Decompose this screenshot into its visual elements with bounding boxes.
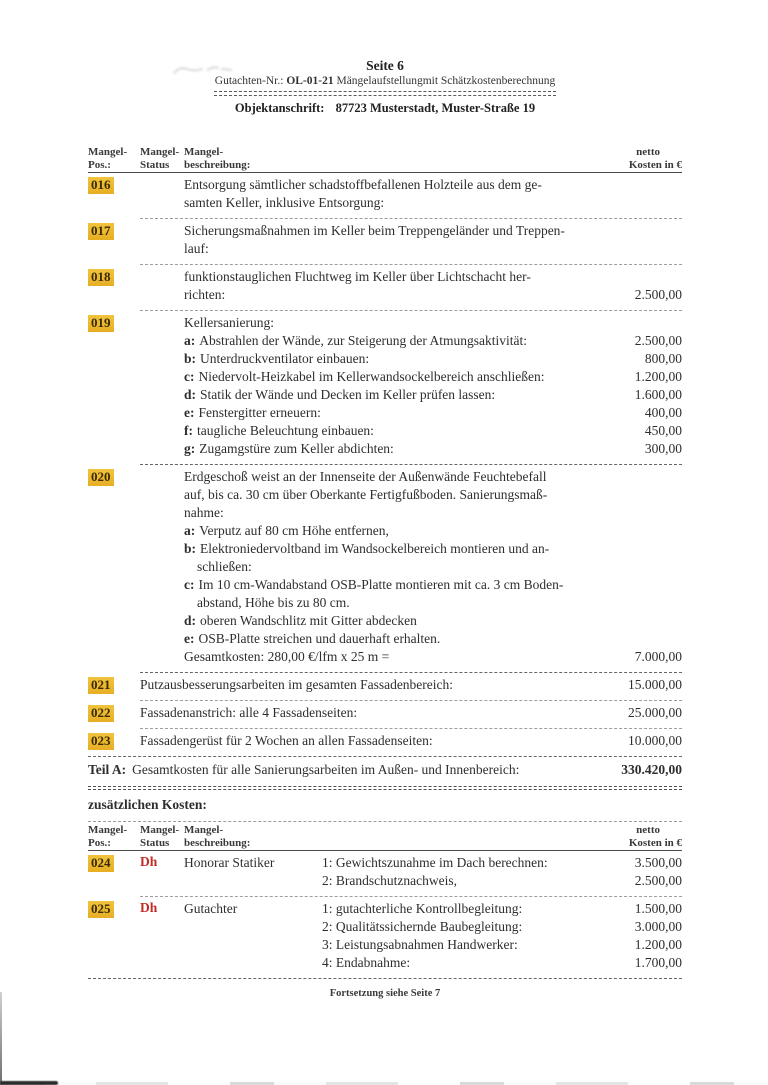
report-title: Mängelaufstellungmit Schätzkostenberechnung: [336, 75, 556, 87]
desc-line: 4: Endabnahme: 1.700,00: [322, 955, 682, 970]
desc-line: a: Verputz auf 80 cm Höhe entfernen,: [184, 522, 682, 540]
total-cost: 330.420,00: [621, 762, 682, 777]
desc-line: Gesamtkosten: 280,00 €/lfm x 25 m = 7.000,00: [184, 649, 682, 664]
defect-pos-badge: 016: [88, 177, 114, 194]
desc-line: c: Niedervolt-Heizkabel im Kellerwandsockelbereich anschließen: 1.200,00: [184, 369, 682, 384]
column-header-status: Mangel- Status: [140, 146, 180, 171]
desc-line: 1: Gewichtszunahme im Dach berechnen: 3.500,00: [322, 855, 682, 870]
desc-line: 3: Leistungsabnahmen Handwerker: 1.200,00: [322, 937, 682, 952]
cost-value: 300,00: [644, 441, 682, 456]
document-page: [88, 58, 682, 999]
defect-items: [322, 900, 682, 972]
desc-line: Putzausbesserungsarbeiten im gesamten Fassadenbereich: 15.000,00: [140, 677, 682, 692]
cost-value: 1.600,00: [634, 387, 682, 402]
desc-line: Kellersanierung:: [184, 314, 682, 332]
defect-row-019: [88, 311, 682, 462]
report-number-prefix: Gutachten-Nr.:: [214, 75, 284, 87]
defect-status: [140, 176, 184, 212]
desc-line: Fassadenanstrich: alle 4 Fassadenseiten: 25.000,00: [140, 705, 682, 720]
desc-line: b: Elektroniedervoltband im Wandsockelbereich montieren und an-: [184, 540, 682, 558]
cost-value: 7.000,00: [634, 649, 682, 664]
desc-line: c: Im 10 cm-Wandabstand OSB-Platte montieren mit ca. 3 cm Boden-: [184, 576, 682, 594]
continuation-note: Fortsetzung siehe Seite 7: [329, 988, 441, 999]
defect-row-022: [88, 701, 682, 726]
defect-name: Honorar Statiker: [184, 855, 275, 870]
defect-row-020: [88, 465, 682, 670]
cost-value: 1.200,00: [634, 937, 682, 952]
table-header: [88, 146, 682, 171]
cost-value: [610, 268, 682, 286]
cost-value: 400,00: [644, 405, 682, 420]
cost-value: 1.200,00: [634, 369, 682, 384]
defect-pos-badge: 025: [88, 901, 114, 918]
defect-row-018: [88, 265, 682, 308]
cost-value: [610, 504, 682, 522]
desc-line: lauf:: [184, 240, 682, 258]
desc-line: 2: Brandschutznachweis, 2.500,00: [322, 873, 682, 888]
section-separator: [88, 978, 682, 979]
cost-value: 3.500,00: [634, 855, 682, 870]
defect-name: Gutachter: [184, 901, 238, 916]
table-header: [88, 824, 682, 849]
cost-value: 1.500,00: [634, 901, 682, 916]
desc-line: 2: Qualitätssichernde Baubegleitung: 3.000,00: [322, 919, 682, 934]
cost-value: [610, 612, 682, 630]
cost-value: 2.500,00: [634, 333, 682, 348]
desc-line: Sicherungsmaßnahmen im Keller beim Treppengeländer und Treppen-: [184, 222, 682, 240]
header-divider: [214, 91, 556, 96]
cost-value: 450,00: [644, 423, 682, 438]
cost-value: 800,00: [644, 351, 682, 366]
defect-row-016: [88, 173, 682, 216]
desc-line: a: Abstrahlen der Wände, zur Steigerung der Atmungsaktivität: 2.500,00: [184, 333, 682, 348]
defect-row-025: [88, 897, 682, 976]
scan-corner-smudge: [0, 1081, 58, 1085]
defect-pos-badge: 024: [88, 855, 114, 872]
cost-value: 3.000,00: [634, 919, 682, 934]
cost-value: [610, 576, 682, 594]
cost-value: [610, 314, 682, 332]
cost-value: 15.000,00: [628, 677, 682, 692]
desc-line: e: Fenstergitter erneuern: 400,00: [184, 405, 682, 420]
total-label: Teil A:: [88, 762, 127, 777]
report-number-line: [88, 74, 682, 88]
desc-line: d: Statik der Wände und Decken im Keller prüfen lassen: 1.600,00: [184, 387, 682, 402]
defect-description: [140, 732, 682, 750]
cost-value: [610, 558, 682, 576]
cost-value: 2.500,00: [634, 287, 682, 302]
desc-line: Fassadengerüst für 2 Wochen an allen Fassadenseiten: 10.000,00: [140, 733, 682, 748]
defect-description: [184, 268, 682, 304]
cost-value: [610, 630, 682, 648]
desc-line: nahme:: [184, 504, 682, 522]
defect-description: [140, 704, 682, 722]
defect-status: Dh: [140, 900, 158, 915]
desc-line: auf, bis ca. 30 cm über Oberkante Fertigfußboden. Sanierungsmaß-: [184, 486, 682, 504]
column-header-cost: netto Kosten in €: [628, 146, 682, 171]
column-header-pos: Mangel- Pos.:: [88, 824, 128, 849]
desc-line: e: OSB-Platte streichen und dauerhaft erhalten.: [184, 630, 682, 648]
section-total-row: [88, 757, 682, 784]
scan-edge-left: [0, 992, 2, 1085]
desc-line: schließen:: [184, 558, 682, 576]
cost-value: [610, 486, 682, 504]
object-address: 87723 Musterstadt, Muster-Straße 19: [335, 101, 536, 115]
column-header-status: Mangel- Status: [140, 824, 180, 849]
desc-line: funktionstauglichen Fluchtweg im Keller über Lichtschacht her-: [184, 268, 682, 286]
column-header-cost: netto Kosten in €: [628, 824, 682, 849]
defect-description: [184, 176, 682, 212]
defect-status: Dh: [140, 854, 158, 869]
report-number: OL-01-21: [286, 75, 334, 87]
defect-row-024: [88, 851, 682, 894]
document-header: [88, 58, 682, 116]
cost-value: [610, 522, 682, 540]
defect-description: [184, 468, 682, 666]
cost-value: 25.000,00: [628, 705, 682, 720]
desc-line: Erdgeschoß weist an der Innenseite der Außenwände Feuchtebefall: [184, 468, 682, 486]
defect-status: [140, 268, 184, 304]
defect-pos-badge: 020: [88, 469, 114, 486]
defect-status: [140, 314, 184, 458]
desc-line: richten: 2.500,00: [184, 287, 682, 302]
desc-line: f: taugliche Beleuchtung einbauen: 450,00: [184, 423, 682, 438]
desc-line: d: oberen Wandschlitz mit Gitter abdecken: [184, 612, 682, 630]
column-header-description: Mangel- beschreibung:: [184, 146, 251, 171]
defect-status: [140, 222, 184, 258]
defect-pos-badge: 023: [88, 733, 114, 750]
cost-value: [610, 222, 682, 240]
desc-line: 1: gutachterliche Kontrollbegleitung: 1.500,00: [322, 901, 682, 916]
cost-value: [610, 176, 682, 194]
defect-description: [140, 676, 682, 694]
column-header-description: Mangel- beschreibung:: [184, 824, 251, 849]
defect-items: [322, 854, 682, 890]
defect-row-021: [88, 673, 682, 698]
column-header-pos: Mangel- Pos.:: [88, 146, 128, 171]
defect-row-017: [88, 219, 682, 262]
desc-line: Entsorgung sämtlicher schadstoffbefallenen Holzteile aus dem ge-: [184, 176, 682, 194]
defect-pos-badge: 021: [88, 677, 114, 694]
cost-value: [610, 194, 682, 212]
cost-value: 10.000,00: [628, 733, 682, 748]
section-separator: [88, 821, 682, 822]
additional-costs-title: zusätzlichen Kosten:: [88, 797, 207, 812]
desc-line: b: Unterdruckventilator einbauen: 800,00: [184, 351, 682, 366]
defect-description: [184, 314, 682, 458]
cost-value: 2.500,00: [634, 873, 682, 888]
cost-value: [610, 240, 682, 258]
defect-description: [184, 222, 682, 258]
total-text: Gesamtkosten für alle Sanierungsarbeiten im Außen- und Innenbereich:: [132, 762, 520, 777]
defect-pos-badge: 017: [88, 223, 114, 240]
cost-value: [610, 594, 682, 612]
defect-pos-badge: 022: [88, 705, 114, 722]
desc-line: abstand, Höhe bis zu 80 cm.: [184, 594, 682, 612]
cost-value: [610, 468, 682, 486]
page-number: Seite 6: [366, 58, 404, 73]
defect-pos-badge: 019: [88, 315, 114, 332]
defect-row-023: [88, 729, 682, 754]
cost-value: 1.700,00: [634, 955, 682, 970]
object-address-line: [88, 100, 682, 116]
desc-line: samten Keller, inklusive Entsorgung:: [184, 194, 682, 212]
object-address-label: Objektanschrift:: [234, 101, 325, 115]
defect-pos-badge: 018: [88, 269, 114, 286]
cost-value: [610, 540, 682, 558]
defect-status: [140, 468, 184, 666]
desc-line: g: Zugamgstüre zum Keller abdichten: 300,00: [184, 441, 682, 456]
